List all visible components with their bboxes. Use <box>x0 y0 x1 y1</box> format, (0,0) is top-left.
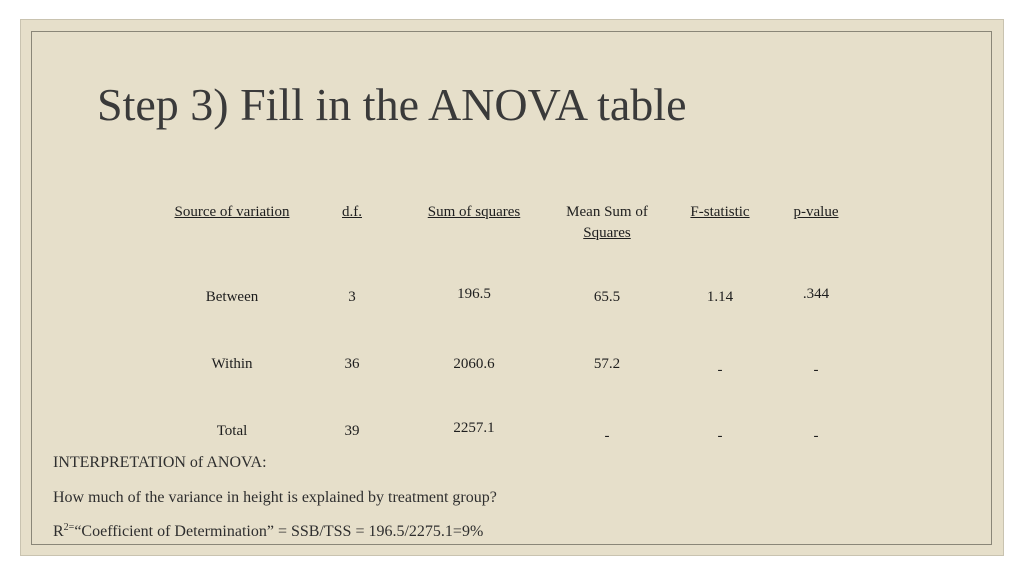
header-sum-of-squares: Sum of squares <box>427 204 521 220</box>
header-source: Source of variation <box>174 204 290 220</box>
row-total-df: 39 <box>344 423 360 439</box>
r-squared-formula: “Coefficient of Determination” = SSB/TSS = 196.5/2275.1=9% <box>74 523 484 540</box>
row-between-source: Between <box>205 289 259 305</box>
row-between-f: 1.14 <box>706 289 734 305</box>
row-between-ss: 196.5 <box>457 286 491 302</box>
slide-title: Step 3) Fill in the ANOVA table <box>97 79 687 130</box>
row-within-f: - <box>717 362 723 378</box>
r-squared-superscript: 2= <box>63 522 75 533</box>
row-within-ss: 2060.6 <box>453 356 495 372</box>
header-df: d.f. <box>342 204 362 220</box>
row-total-p: - <box>813 428 819 444</box>
header-mean-sum-of-squares-line2: Squares <box>583 225 631 241</box>
interpretation-question: How much of the variance in height is explained by treatment group? <box>53 489 497 506</box>
row-between-p: .344 <box>802 286 830 302</box>
row-within-ms: 57.2 <box>593 356 621 372</box>
header-f-statistic: F-statistic <box>690 204 750 220</box>
row-within-df: 36 <box>344 356 360 372</box>
row-total-source: Total <box>216 423 248 439</box>
row-within-source: Within <box>211 356 253 372</box>
r-squared-symbol: R <box>53 523 64 540</box>
row-between-ms: 65.5 <box>593 289 621 305</box>
interpretation-heading: INTERPRETATION of ANOVA: <box>53 454 267 471</box>
header-p-value: p-value <box>793 204 839 220</box>
row-within-p: - <box>813 362 819 378</box>
row-total-f: - <box>717 428 723 444</box>
row-total-ms: - <box>604 428 610 444</box>
interpretation-r-squared <box>53 522 483 542</box>
header-mean-sum-of-squares-line1: Mean Sum of <box>566 204 648 220</box>
row-between-df: 3 <box>348 289 356 305</box>
row-total-ss: 2257.1 <box>453 420 495 436</box>
